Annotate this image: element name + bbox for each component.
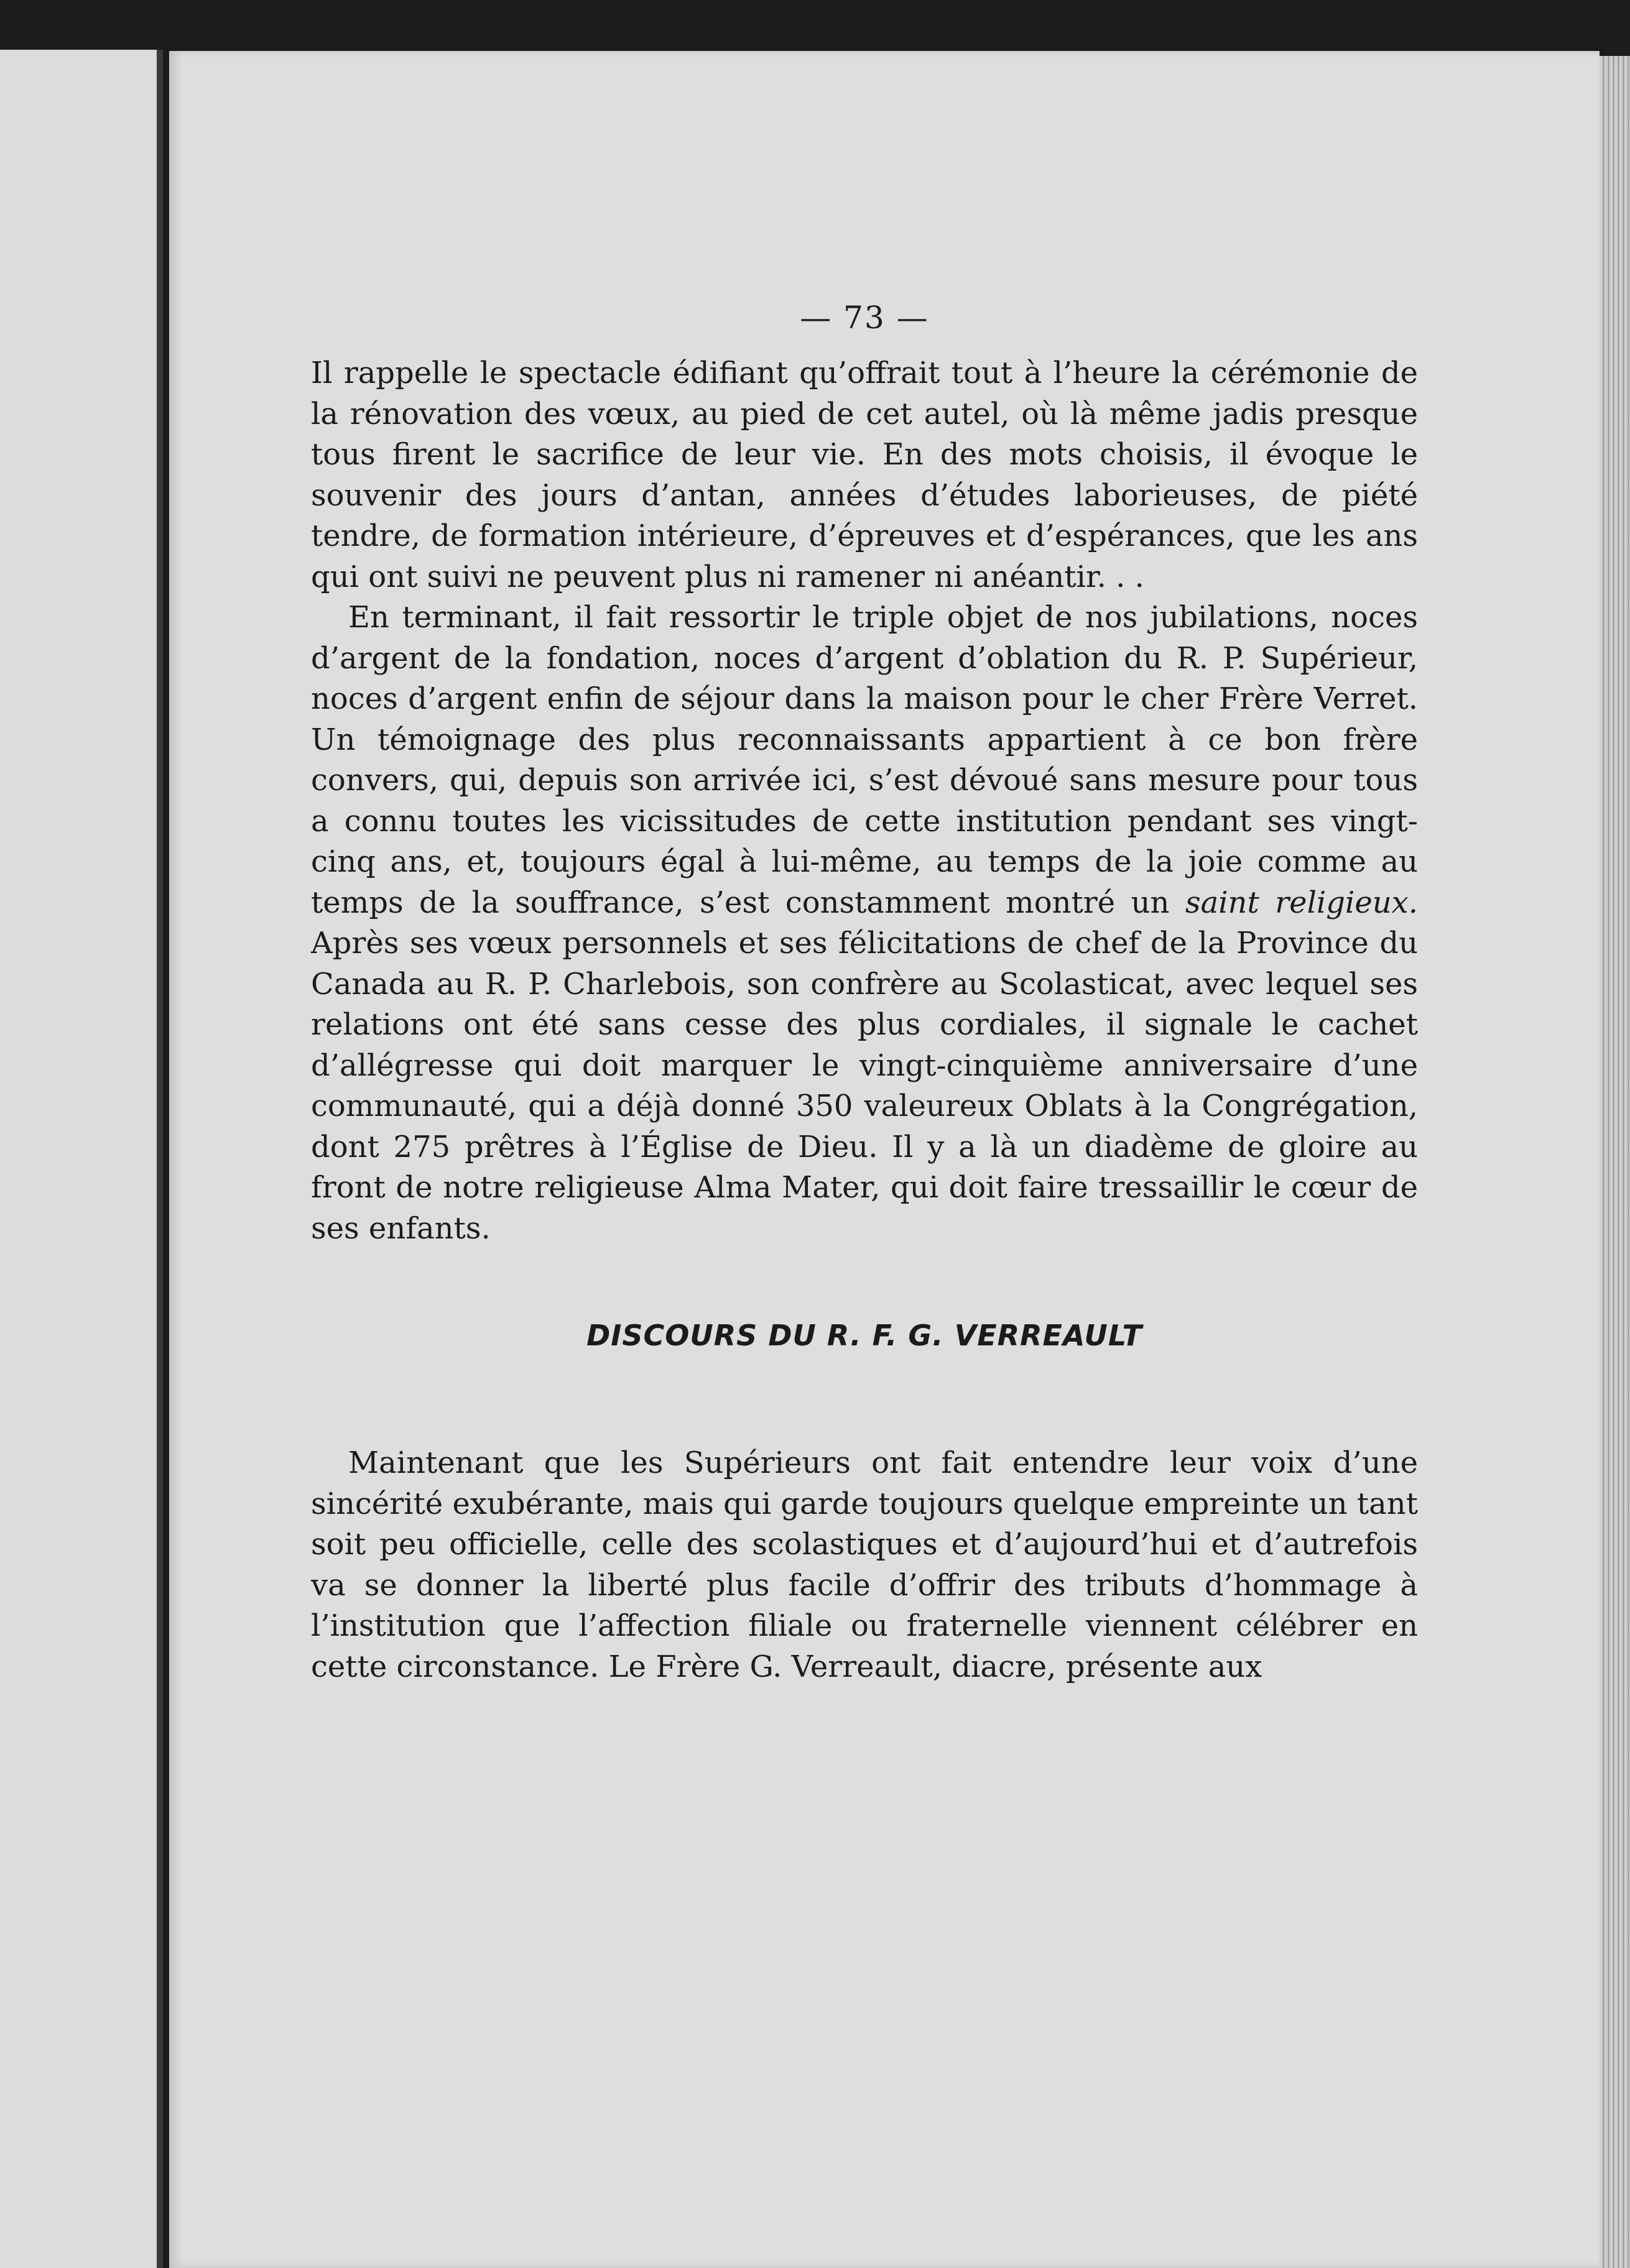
paragraph-2-text-end: Après ses vœux personnels et ses félicitations de chef de la Province du Canada au R. P. Charlebois, son confrère au Scolasticat, avec lequel ses relations ont été sans cesse des plus cordiales, il signale le cachet d’allégresse qui doit marquer le vingt-cinquième anniversaire d’une communauté, qui a déjà donné 350 valeureux Oblats à la Congrégation, dont 275 prêtres à l’Église de Dieu. Il y a là un diadème de gloire au front de notre religieuse Alma Mater, qui doit faire tressaillir le cœur de ses enfants. (311, 926, 1418, 1246)
paragraph-2 (311, 597, 1418, 1249)
section-heading: DISCOURS DU R. F. G. VERREAULT (586, 1319, 1142, 1352)
paragraph-2-italic-phrase: saint religieux. (1185, 885, 1418, 920)
left-page-edge (0, 50, 163, 2268)
book-page (169, 51, 1600, 2268)
paragraph-3: Maintenant que les Supérieurs ont fait entendre leur voix d’une sincérité exubérante, mais qui garde toujours quelque empreinte un tant soit peu officielle, celle des scolastiques et d’aujourd’hui et d’autrefois va se donner la liberté plus facile d’offrir des tributs d’hommage à l’institution que l’affection filiale ou fraternelle viennent célébrer en cette circonstance. Le Frère G. Verreault, diacre, présente aux (311, 1445, 1418, 1684)
page-text-block (311, 300, 1418, 1687)
page-stack-edges (1600, 56, 1630, 2268)
page-number: — 73 — (800, 300, 929, 336)
paragraph-2-text-start: En terminant, il fait ressortir le triple objet de nos jubilations, noces d’argent de la fondation, noces d’argent d’oblation du R. P. Supérieur, noces d’argent enfin de séjour dans la maison pour le cher Frère Verret. Un témoignage des plus reconnaissants appartient à ce bon frère convers, qui, depuis son arrivée ici, s’est dévoué sans mesure pour tous a connu toutes les vicissitudes de cette institution pendant ses vingt-cinq ans, et, toujours égal à lui-même, au temps de la joie comme au temps de la souffrance, s’est constamment montré un (311, 600, 1418, 920)
paragraph-1: Il rappelle le spectacle édifiant qu’offrait tout à l’heure la cérémonie de la rénovation des vœux, au pied de cet autel, où là même jadis presque tous firent le sacrifice de leur vie. En des mots choisis, il évoque le souvenir des jours d’antan, années d’études laborieuses, de piété tendre, de formation intérieure, d’épreuves et d’espérances, que les ans qui ont suivi ne peuvent plus ni ramener ni anéantir. . . (311, 356, 1418, 594)
